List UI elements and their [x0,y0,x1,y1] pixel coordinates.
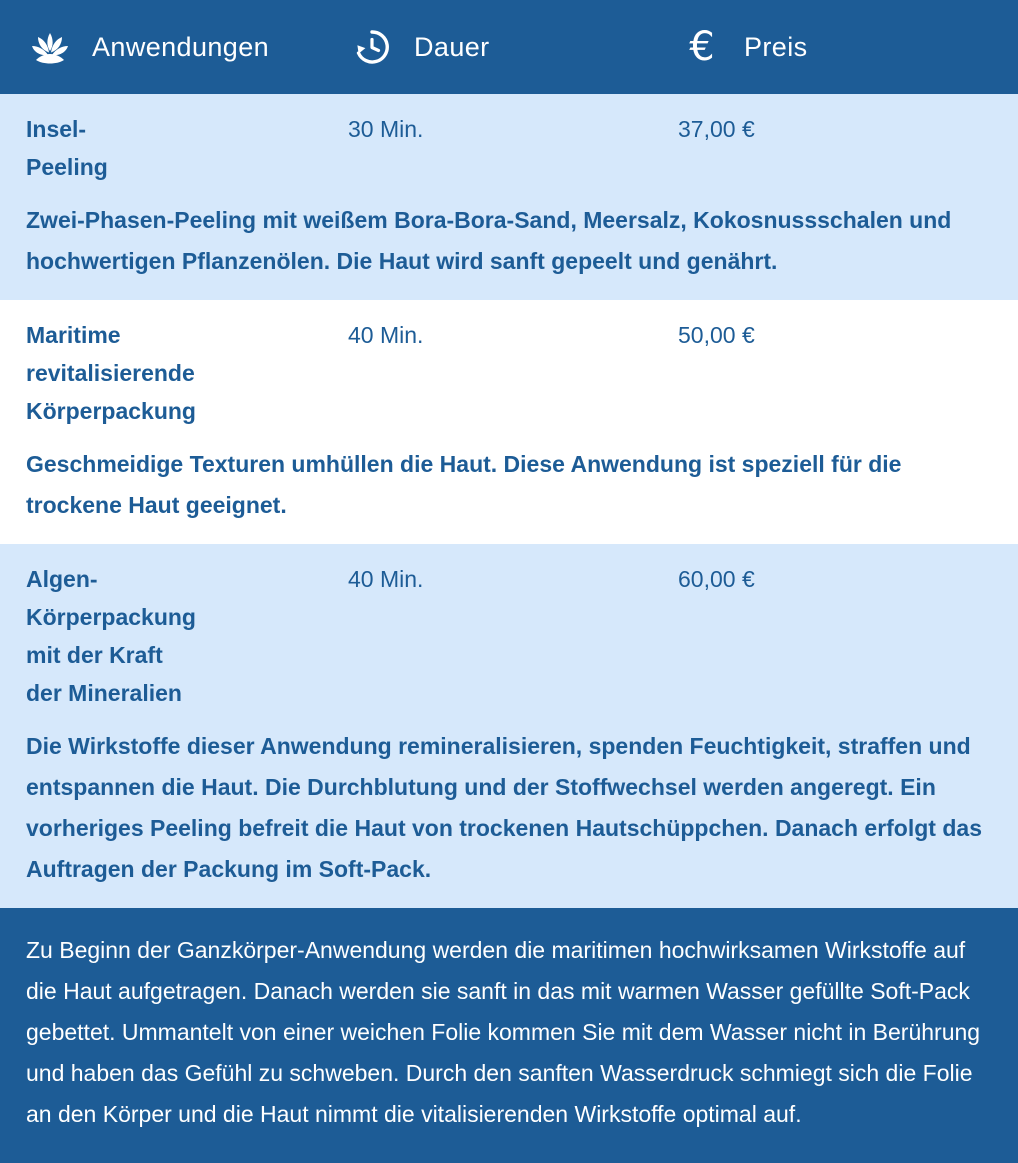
header-column-duration [348,23,678,71]
clock-history-icon [348,23,396,71]
treatment-name-line: der Mineralien [26,680,182,706]
treatment-duration: 40 Min. [348,322,424,348]
treatment-name-line: revitalisierende [26,360,195,386]
treatment-price: 37,00 € [678,116,755,142]
treatment-price: 50,00 € [678,322,755,348]
header-label-price: Preis [744,31,808,62]
table-row [0,544,1018,908]
lotus-flower-icon [26,23,74,71]
treatment-name [26,316,348,430]
treatment-duration: 30 Min. [348,116,424,142]
treatment-name [26,110,348,186]
header-column-price [678,23,998,71]
treatment-name-line: Maritime [26,322,121,348]
treatment-name-line: Körperpackung [26,398,196,424]
treatment-summary [0,544,1018,712]
treatment-summary [0,94,1018,186]
treatment-name-line: Algen- [26,566,98,592]
treatment-description: Zwei-Phasen-Peeling mit weißem Bora-Bora-Sand, Meersalz, Kokosnussschalen und hochwertigen Pflanzenölen. Die Haut wird sanft gepeelt und genährt. [26,207,952,274]
treatment-description: Die Wirkstoffe dieser Anwendung remineralisieren, spenden Feuchtigkeit, straffen und entspannen die Haut. Die Durchblutung und der Stoffwechsel werden angeregt. Ein vorheriges Peeling befreit die Haut von trockenen Hautschüppchen. Danach erfolgt das Auftragen der Packung im Soft-Pack. [26,733,982,882]
footer-note-block [0,908,1018,1163]
euro-symbol: € [689,24,715,70]
header-label-treatments: Anwendungen [92,31,270,62]
table-header [0,0,1018,94]
treatment-summary [0,300,1018,430]
treatment-price: 60,00 € [678,566,755,592]
treatment-description: Geschmeidige Texturen umhüllen die Haut. Diese Anwendung ist speziell für die trockene Haut geeignet. [26,451,902,518]
footer-note-text: Zu Beginn der Ganzkörper-Anwendung werden die maritimen hochwirksamen Wirkstoffe auf die Haut aufgetragen. Danach werden sie sanft in das mit warmen Wasser gefüllte Soft-Pack gebettet. Ummantelt von einer weichen Folie kommen Sie mit dem Wasser nicht in Berührung und haben das Gefühl zu schweben. Durch den sanften Wasserdruck schmiegt sich die Folie an den Körper und die Haut nimmt die vitalisierenden Wirkstoffe optimal auf. [26,937,981,1127]
header-column-treatments [26,23,348,71]
treatment-name-line: Insel- [26,116,87,142]
treatment-name-line: mit der Kraft [26,642,163,668]
treatment-name-line: Körperpackung [26,604,196,630]
treatment-name [26,560,348,712]
treatment-duration: 40 Min. [348,566,424,592]
table-row [0,300,1018,544]
table-row [0,94,1018,300]
header-label-duration: Dauer [414,31,490,62]
treatment-name-line: Peeling [26,154,108,180]
euro-currency-icon [678,23,726,71]
